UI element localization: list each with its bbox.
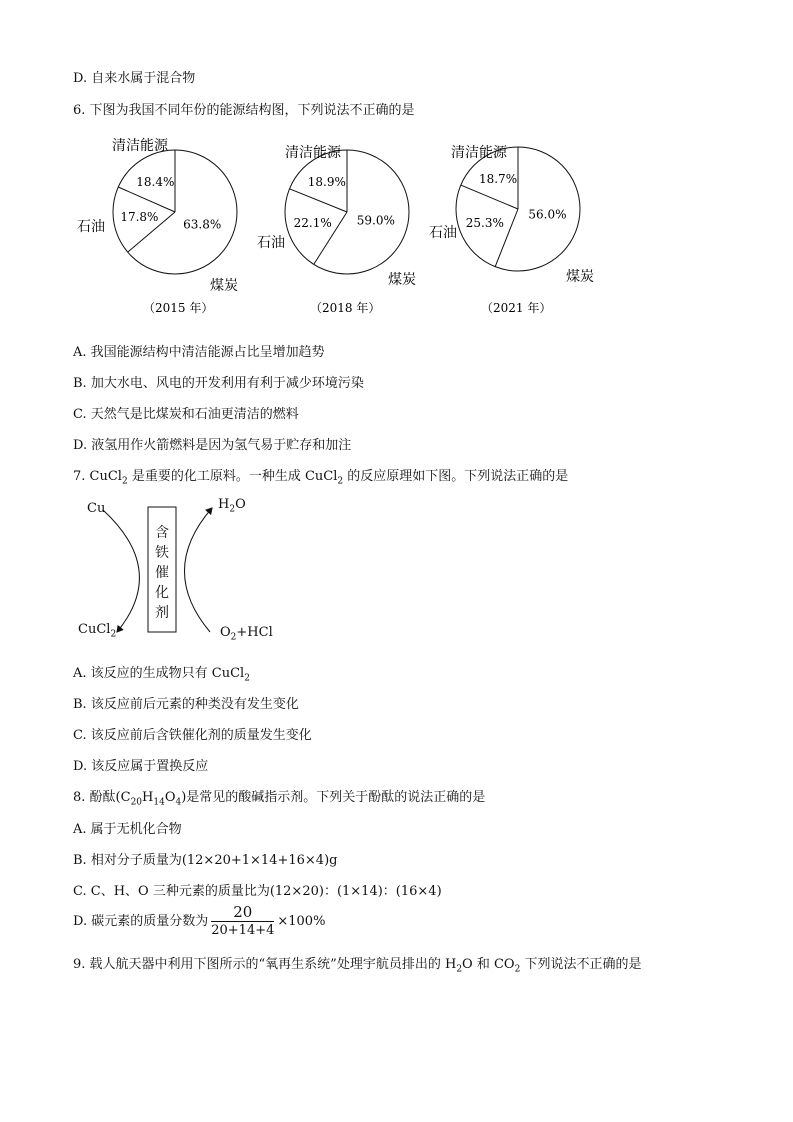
q9-stem: 9. 载人航天器中利用下图所示的“氧再生系统”处理宇航员排出的 $H_2O$ 和 $CO_2$ 下列说法不正确的是	[73, 957, 642, 975]
pie-year-title: （2021 年）	[481, 301, 552, 315]
clean-value-label: 25.3%	[465, 215, 504, 230]
h2o-label: $H_2O$	[218, 497, 246, 515]
q8-option-c: C. C、H、O 三种元素的质量比为(12×20)：(1×14)：(16×4)	[73, 884, 442, 899]
o2-hcl-label: $O_2+HCl$	[220, 625, 273, 643]
coal-label: 煤炭	[210, 278, 238, 294]
pie-year-title: （2018 年）	[310, 301, 381, 315]
clean-value-label: 17.8%	[120, 210, 159, 225]
pie-year-title: （2015 年）	[143, 301, 214, 315]
cucl2-label: CuCl$_2$	[78, 622, 117, 640]
q7-option-b: B. 该反应前后元素的种类没有发生变化	[73, 697, 299, 712]
q7-stem: 7. CuCl$_2$ 是重要的化工原料。一种生成 CuCl$_2$ 的反应原理如下图。下列说法正确的是	[73, 469, 569, 487]
q7-option-c: C. 该反应前后含铁催化剂的质量发生变化	[73, 728, 312, 743]
cu-label: Cu	[87, 501, 106, 516]
q6-option-d: D. 液氢用作火箭燃料是因为氢气易于贮存和加注	[73, 438, 352, 453]
mass-fraction: $\frac{20}{20+14+4}$	[211, 903, 275, 938]
oil-value-label: 18.7%	[478, 172, 518, 187]
q6-option-b: B. 加大水电、风电的开发利用有利于减少环境污染	[73, 376, 364, 391]
clean-energy-label: 清洁能源	[285, 145, 341, 161]
oil-label: 石油	[77, 219, 105, 235]
oil-label: 石油	[257, 235, 285, 251]
q8-stem: 8. 酚酞$(C_{20}H_{14}O_4)$是常见的酸碱指示剂。下列关于酚酞的说法正确的是	[73, 790, 486, 808]
catalyst-char: 铁	[155, 545, 169, 561]
catalyst-char: 剂	[155, 605, 169, 621]
coal-value-label: 59.0%	[356, 213, 395, 228]
oil-value-label: 18.9%	[307, 175, 346, 190]
q5-option-d: D. 自来水属于混合物	[73, 71, 196, 86]
q8-option-d: D. 碳元素的质量分数为 $\frac{20}{20+14+4}$ ×100%	[73, 903, 326, 938]
coal-value-label: 56.0%	[528, 207, 567, 222]
q6-option-c: C. 天然气是比煤炭和石油更清洁的燃料	[73, 407, 299, 422]
clean-value-label: 22.1%	[293, 216, 332, 231]
q8-option-a: A. 属于无机化合物	[73, 822, 182, 837]
coal-value-label: 63.8%	[183, 217, 222, 232]
q8-option-b: B. 相对分子质量为(12×20+1×14+16×4)g	[73, 853, 338, 868]
clean-energy-label: 清洁能源	[112, 138, 168, 154]
coal-label: 煤炭	[388, 272, 416, 288]
catalyst-char: 催	[155, 565, 169, 581]
coal-label: 煤炭	[566, 269, 594, 285]
arrow-cu-to-cucl2	[103, 510, 139, 632]
catalyst-char: 含	[155, 525, 169, 541]
oil-value-label: 18.4%	[136, 174, 175, 189]
q7-option-d: D. 该反应属于置换反应	[73, 759, 209, 774]
oil-label: 石油	[429, 225, 457, 241]
arrow-o2hcl-to-h2o	[184, 508, 212, 632]
clean-energy-label: 清洁能源	[451, 145, 507, 161]
catalyst-char: 化	[155, 585, 169, 601]
q6-option-a: A. 我国能源结构中清洁能源占比呈增加趋势	[73, 345, 325, 360]
q7-option-a: A. 该反应的生成物只有 CuCl$_2$	[73, 666, 250, 684]
q6-stem: 6. 下图为我国不同年份的能源结构图，下列说法不正确的是	[73, 103, 415, 118]
